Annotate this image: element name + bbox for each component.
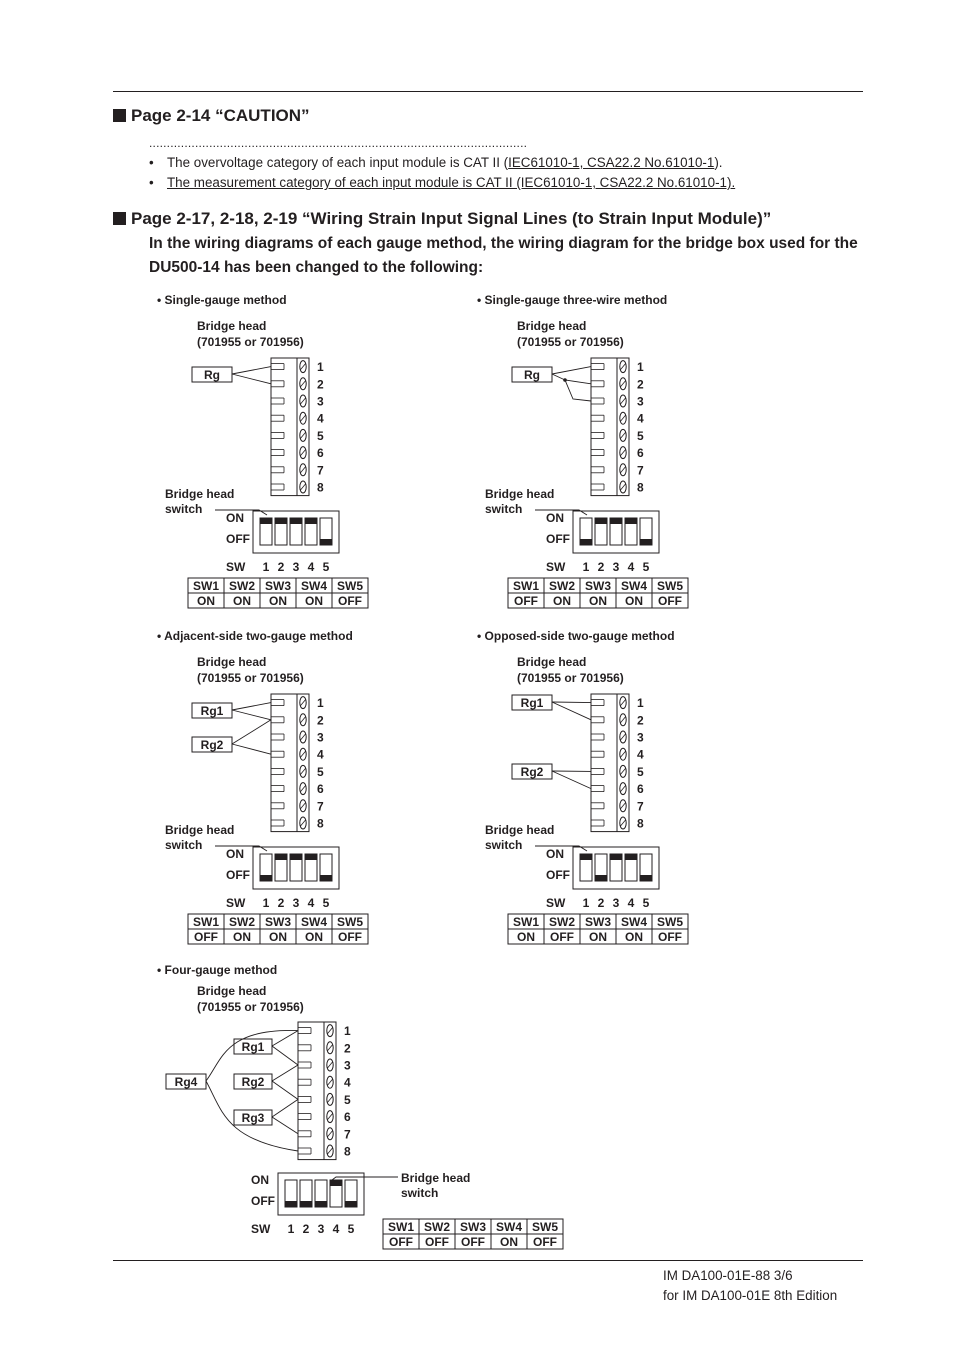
dip-switch-knob bbox=[305, 854, 317, 860]
dip-switch-knob bbox=[300, 1201, 312, 1207]
settings-table-header: SW3 bbox=[459, 1220, 487, 1234]
settings-table-header: SW2 bbox=[548, 915, 576, 929]
switch-on-label: ON bbox=[546, 511, 564, 525]
terminal-screw-slot bbox=[301, 398, 306, 404]
dip-switch-knob bbox=[315, 1201, 327, 1207]
dip-switch-knob bbox=[640, 539, 652, 545]
dip-switch-number: 5 bbox=[642, 896, 650, 910]
switch-sw-label: SW bbox=[546, 560, 566, 574]
settings-table-header: SW1 bbox=[387, 1220, 415, 1234]
gauge-label: Rg2 bbox=[520, 765, 544, 779]
terminal-number: 4 bbox=[317, 747, 324, 762]
dip-switch-number: 4 bbox=[627, 896, 635, 910]
dip-switch-knob bbox=[330, 1180, 342, 1186]
settings-table-header: SW4 bbox=[620, 579, 648, 593]
terminal-block bbox=[591, 694, 629, 832]
bridge-head-label: Bridge head bbox=[517, 655, 587, 669]
lead-wire bbox=[272, 1099, 298, 1117]
terminal-number: 1 bbox=[637, 696, 644, 711]
dip-switch-knob bbox=[260, 875, 272, 881]
dip-switch-body bbox=[573, 511, 659, 553]
lead-wire bbox=[232, 744, 271, 754]
terminal-number: 3 bbox=[317, 394, 324, 409]
dip-switch-number: 2 bbox=[597, 896, 605, 910]
settings-table-value: OFF bbox=[194, 930, 218, 944]
settings-table-value: OFF bbox=[338, 930, 362, 944]
diagram-panel bbox=[157, 293, 368, 608]
terminal-number: 1 bbox=[317, 696, 324, 711]
terminal-number: 1 bbox=[317, 360, 324, 375]
terminal-number: 8 bbox=[637, 480, 644, 495]
diagram-title: • Adjacent-side two-gauge method bbox=[157, 629, 353, 643]
terminal-number: 5 bbox=[637, 764, 644, 779]
terminal-number: 3 bbox=[344, 1058, 351, 1073]
lead-wire bbox=[232, 720, 271, 744]
terminal-screw-slot bbox=[621, 415, 626, 421]
settings-table-header: SW2 bbox=[228, 915, 256, 929]
settings-table-header: SW3 bbox=[264, 579, 292, 593]
terminal-number: 4 bbox=[637, 411, 644, 426]
bridge-model-label: (701955 or 701956) bbox=[197, 1000, 304, 1014]
settings-table-value: OFF bbox=[550, 930, 574, 944]
dip-switch-number: 1 bbox=[262, 896, 270, 910]
settings-table-header: SW5 bbox=[656, 915, 684, 929]
lead-wire bbox=[552, 771, 591, 789]
ellipsis-line: ........................................................................................................... bbox=[149, 136, 528, 150]
terminal-number: 7 bbox=[317, 799, 324, 814]
dip-switch-number: 4 bbox=[307, 560, 315, 574]
lead-wire bbox=[272, 1046, 298, 1065]
dip-switch-number: 5 bbox=[322, 896, 330, 910]
lead-wire bbox=[552, 702, 591, 720]
lead-wire bbox=[272, 1081, 298, 1099]
diagram-title: • Four-gauge method bbox=[157, 963, 278, 977]
settings-table-value: OFF bbox=[514, 594, 538, 608]
switch-on-label: ON bbox=[226, 511, 244, 525]
terminal-number: 4 bbox=[344, 1075, 351, 1090]
switch-label: Bridge head bbox=[485, 823, 555, 837]
bottom-rule bbox=[113, 1260, 863, 1261]
switch-label: Bridge head bbox=[165, 487, 235, 501]
terminal-screw-slot bbox=[301, 786, 306, 792]
dip-switch-number: 2 bbox=[277, 896, 285, 910]
bullet-text: The measurement category of each input module is CAT II (IEC61010-1, CSA22.2 No.61010-1). bbox=[167, 175, 736, 190]
lead-wire bbox=[232, 710, 271, 720]
dip-switch-knob bbox=[595, 875, 607, 881]
terminal-number: 1 bbox=[344, 1024, 351, 1039]
lead-wire bbox=[552, 702, 591, 703]
settings-table-header: SW1 bbox=[512, 915, 540, 929]
switch-sw-label: SW bbox=[251, 1222, 271, 1236]
dip-switch-number: 1 bbox=[582, 560, 590, 574]
terminal-block bbox=[298, 1022, 336, 1160]
terminal-number: 2 bbox=[317, 377, 324, 392]
terminal-number: 8 bbox=[344, 1144, 351, 1159]
switch-sw-label: SW bbox=[226, 896, 246, 910]
settings-table-value: ON bbox=[625, 930, 643, 944]
diagram-panel bbox=[477, 293, 688, 608]
terminal-number: 1 bbox=[637, 360, 644, 375]
dip-switch-knob bbox=[320, 539, 332, 545]
terminal-screw-slot bbox=[301, 717, 306, 723]
terminal-screw-slot bbox=[621, 820, 626, 826]
dip-switch-number: 2 bbox=[277, 560, 285, 574]
switch-off-label: OFF bbox=[226, 532, 250, 546]
dip-switch-knob bbox=[275, 518, 287, 524]
dip-switch-knob bbox=[285, 1201, 297, 1207]
settings-table-header: SW3 bbox=[584, 915, 612, 929]
dip-switch-knob bbox=[305, 518, 317, 524]
dip-switch-knob bbox=[275, 854, 287, 860]
terminal-screw-slot bbox=[621, 432, 626, 438]
settings-table-value: ON bbox=[500, 1235, 518, 1249]
dip-switch-knob bbox=[625, 518, 637, 524]
dip-switch-knob bbox=[345, 1201, 357, 1207]
terminal-number: 6 bbox=[637, 782, 644, 797]
switch-label: switch bbox=[401, 1186, 439, 1200]
terminal-screw-slot bbox=[301, 768, 306, 774]
terminal-screw-slot bbox=[621, 364, 626, 370]
terminal-number: 4 bbox=[637, 747, 644, 762]
switch-sw-label: SW bbox=[546, 896, 566, 910]
terminal-screw-slot bbox=[301, 415, 306, 421]
switch-label: switch bbox=[165, 838, 203, 852]
settings-table-value: OFF bbox=[658, 594, 682, 608]
settings-table-header: SW5 bbox=[336, 915, 364, 929]
settings-table-header: SW2 bbox=[423, 1220, 451, 1234]
diagram-panel bbox=[477, 629, 688, 944]
dip-switch-number: 5 bbox=[322, 560, 330, 574]
terminal-screw-slot bbox=[328, 1062, 333, 1068]
dip-switch-number: 3 bbox=[292, 896, 300, 910]
lead-wire bbox=[272, 1117, 298, 1134]
bullet-text-pre: The overvoltage category of each input module is CAT II ( bbox=[167, 155, 509, 170]
settings-table-value: ON bbox=[269, 594, 287, 608]
terminal-screw-slot bbox=[301, 432, 306, 438]
bridge-head-label: Bridge head bbox=[197, 655, 267, 669]
switch-on-label: ON bbox=[251, 1173, 269, 1187]
bullet-text-post: ). bbox=[714, 155, 723, 170]
terminal-screw-slot bbox=[621, 398, 626, 404]
settings-table-header: SW4 bbox=[300, 579, 328, 593]
settings-table-value: OFF bbox=[425, 1235, 449, 1249]
terminal-number: 2 bbox=[317, 713, 324, 728]
dip-switch-body bbox=[253, 847, 339, 889]
terminal-number: 2 bbox=[637, 377, 644, 392]
lead-wire bbox=[272, 1065, 298, 1081]
terminal-number: 8 bbox=[317, 816, 324, 831]
dip-switch-number: 4 bbox=[627, 560, 635, 574]
lead-wire bbox=[232, 367, 271, 374]
terminal-screw-slot bbox=[621, 700, 626, 706]
settings-table-header: SW2 bbox=[548, 579, 576, 593]
terminal-number: 6 bbox=[317, 782, 324, 797]
dip-switch-number: 1 bbox=[582, 896, 590, 910]
terminal-screw-slot bbox=[301, 700, 306, 706]
diagram-panel bbox=[157, 963, 563, 1249]
terminal-screw-slot bbox=[328, 1148, 333, 1154]
terminal-screw-slot bbox=[301, 734, 306, 740]
terminal-screw-slot bbox=[621, 734, 626, 740]
dip-switch-knob bbox=[610, 854, 622, 860]
terminal-screw-slot bbox=[328, 1045, 333, 1051]
terminal-number: 7 bbox=[344, 1127, 351, 1142]
gauge-label: Rg3 bbox=[241, 1111, 265, 1125]
terminal-number: 7 bbox=[317, 463, 324, 478]
bridge-head-label: Bridge head bbox=[197, 984, 267, 998]
settings-table-value: ON bbox=[233, 930, 251, 944]
settings-table-value: OFF bbox=[389, 1235, 413, 1249]
settings-table-header: SW1 bbox=[192, 579, 220, 593]
dip-switch-number: 4 bbox=[307, 896, 315, 910]
section-title: Page 2-14 “CAUTION” bbox=[131, 106, 310, 125]
dip-switch-number: 5 bbox=[347, 1222, 355, 1236]
gauge-label: Rg bbox=[524, 368, 540, 382]
settings-table-header: SW1 bbox=[512, 579, 540, 593]
settings-table-header: SW2 bbox=[228, 579, 256, 593]
terminal-number: 4 bbox=[317, 411, 324, 426]
terminal-screw-slot bbox=[301, 364, 306, 370]
terminal-number: 6 bbox=[637, 446, 644, 461]
terminal-number: 3 bbox=[317, 730, 324, 745]
intro-paragraph: In the wiring diagrams of each gauge method, the wiring diagram for the bridge box used for the DU500-14 has been changed to the following: bbox=[149, 235, 858, 276]
settings-table-header: SW5 bbox=[336, 579, 364, 593]
terminal-number: 2 bbox=[344, 1041, 351, 1056]
switch-off-label: OFF bbox=[546, 868, 570, 882]
dip-switch-knob bbox=[580, 854, 592, 860]
settings-table-value: ON bbox=[625, 594, 643, 608]
settings-table-value: OFF bbox=[461, 1235, 485, 1249]
settings-table-value: OFF bbox=[338, 594, 362, 608]
terminal-screw-slot bbox=[621, 768, 626, 774]
diagram-title: • Opposed-side two-gauge method bbox=[477, 629, 675, 643]
switch-label: switch bbox=[485, 838, 523, 852]
terminal-screw-slot bbox=[621, 717, 626, 723]
settings-table-value: ON bbox=[517, 930, 535, 944]
footer-edition: for IM DA100-01E 8th Edition bbox=[663, 1288, 838, 1303]
terminal-screw-slot bbox=[301, 803, 306, 809]
terminal-screw-slot bbox=[621, 467, 626, 473]
gauge-label: Rg bbox=[204, 368, 220, 382]
terminal-number: 8 bbox=[637, 816, 644, 831]
dip-switch-number: 4 bbox=[332, 1222, 340, 1236]
gauge-label: Rg2 bbox=[200, 738, 224, 752]
terminal-screw-slot bbox=[301, 484, 306, 490]
gauge-label: Rg1 bbox=[200, 704, 224, 718]
switch-label: switch bbox=[165, 502, 203, 516]
gauge-label: Rg1 bbox=[241, 1040, 265, 1054]
settings-table-value: ON bbox=[305, 594, 323, 608]
terminal-screw-slot bbox=[328, 1114, 333, 1120]
settings-table-value: ON bbox=[589, 594, 607, 608]
terminal-screw-slot bbox=[301, 751, 306, 757]
lead-wire bbox=[272, 1031, 298, 1046]
section-title: Page 2-17, 2-18, 2-19 “Wiring Strain Input Signal Lines (to Strain Input Module)” bbox=[131, 209, 772, 228]
lead-wire bbox=[552, 374, 591, 384]
switch-off-label: OFF bbox=[226, 868, 250, 882]
dip-switch-number: 3 bbox=[317, 1222, 325, 1236]
terminal-number: 5 bbox=[344, 1092, 351, 1107]
switch-on-label: ON bbox=[226, 847, 244, 861]
dip-switch-knob bbox=[290, 854, 302, 860]
settings-table-value: ON bbox=[305, 930, 323, 944]
terminal-screw-slot bbox=[328, 1096, 333, 1102]
terminal-screw-slot bbox=[301, 450, 306, 456]
gauge-label: Rg2 bbox=[241, 1075, 265, 1089]
bridge-model-label: (701955 or 701956) bbox=[517, 671, 624, 685]
dip-switch-body bbox=[278, 1173, 364, 1215]
terminal-screw-slot bbox=[621, 751, 626, 757]
terminal-screw-slot bbox=[328, 1028, 333, 1034]
dip-switch-number: 1 bbox=[287, 1222, 295, 1236]
switch-sw-label: SW bbox=[226, 560, 246, 574]
dip-switch-number: 3 bbox=[612, 560, 620, 574]
dip-switch-number: 3 bbox=[292, 560, 300, 574]
bridge-head-label: Bridge head bbox=[197, 319, 267, 333]
terminal-screw-slot bbox=[621, 484, 626, 490]
terminal-block bbox=[271, 358, 309, 496]
dip-switch-body bbox=[253, 511, 339, 553]
diagram-title: • Single-gauge three-wire method bbox=[477, 293, 668, 307]
terminal-block bbox=[271, 694, 309, 832]
dip-switch-knob bbox=[580, 539, 592, 545]
terminal-screw-slot bbox=[621, 803, 626, 809]
bullet-dot: • bbox=[149, 175, 154, 190]
settings-table-value: ON bbox=[269, 930, 287, 944]
dip-switch-number: 1 bbox=[262, 560, 270, 574]
dip-switch-number: 3 bbox=[612, 896, 620, 910]
bullet-dot: • bbox=[149, 155, 154, 170]
footer-doc-number: IM DA100-01E-88 3/6 bbox=[663, 1268, 793, 1283]
settings-table-value: ON bbox=[553, 594, 571, 608]
dip-switch-knob bbox=[595, 518, 607, 524]
bridge-model-label: (701955 or 701956) bbox=[197, 335, 304, 349]
switch-label: Bridge head bbox=[165, 823, 235, 837]
terminal-number: 8 bbox=[317, 480, 324, 495]
settings-table-header: SW4 bbox=[620, 915, 648, 929]
junction-dot bbox=[563, 378, 567, 382]
bridge-model-label: (701955 or 701956) bbox=[517, 335, 624, 349]
settings-table-header: SW4 bbox=[495, 1220, 523, 1234]
dip-switch-knob bbox=[290, 518, 302, 524]
switch-label: Bridge head bbox=[485, 487, 555, 501]
settings-table-header: SW5 bbox=[531, 1220, 559, 1234]
terminal-screw-slot bbox=[621, 786, 626, 792]
terminal-number: 6 bbox=[317, 446, 324, 461]
switch-off-label: OFF bbox=[546, 532, 570, 546]
terminal-number: 5 bbox=[637, 428, 644, 443]
terminal-number: 7 bbox=[637, 799, 644, 814]
settings-table-value: OFF bbox=[533, 1235, 557, 1249]
terminal-block bbox=[591, 358, 629, 496]
settings-table-header: SW4 bbox=[300, 915, 328, 929]
settings-table-value: OFF bbox=[658, 930, 682, 944]
dip-switch-knob bbox=[260, 518, 272, 524]
dip-switch-knob bbox=[320, 875, 332, 881]
switch-label: switch bbox=[485, 502, 523, 516]
footer bbox=[663, 1266, 837, 1306]
terminal-number: 6 bbox=[344, 1110, 351, 1125]
settings-table-header: SW5 bbox=[656, 579, 684, 593]
dip-switch-body bbox=[573, 847, 659, 889]
dip-switch-number: 2 bbox=[597, 560, 605, 574]
diagram-title: • Single-gauge method bbox=[157, 293, 287, 307]
dip-switch-knob bbox=[610, 518, 622, 524]
terminal-number: 5 bbox=[317, 428, 324, 443]
switch-label: Bridge head bbox=[401, 1171, 471, 1185]
terminal-screw-slot bbox=[301, 820, 306, 826]
settings-table-header: SW3 bbox=[264, 915, 292, 929]
settings-table-value: ON bbox=[197, 594, 215, 608]
terminal-screw-slot bbox=[621, 381, 626, 387]
lead-wire bbox=[232, 703, 271, 710]
lead-wire bbox=[232, 374, 271, 384]
terminal-number: 5 bbox=[317, 764, 324, 779]
gauge-label: Rg1 bbox=[520, 696, 544, 710]
settings-table-header: SW1 bbox=[192, 915, 220, 929]
terminal-number: 7 bbox=[637, 463, 644, 478]
dip-switch-knob bbox=[640, 875, 652, 881]
terminal-number: 2 bbox=[637, 713, 644, 728]
terminal-screw-slot bbox=[328, 1079, 333, 1085]
switch-off-label: OFF bbox=[251, 1194, 275, 1208]
switch-on-label: ON bbox=[546, 847, 564, 861]
dip-switch-knob bbox=[625, 854, 637, 860]
bridge-model-label: (701955 or 701956) bbox=[197, 671, 304, 685]
bridge-head-label: Bridge head bbox=[517, 319, 587, 333]
terminal-number: 3 bbox=[637, 394, 644, 409]
dip-switch-number: 5 bbox=[642, 560, 650, 574]
lead-wire bbox=[552, 367, 591, 374]
diagram-panel bbox=[157, 629, 368, 944]
settings-table-value: ON bbox=[233, 594, 251, 608]
terminal-screw-slot bbox=[621, 450, 626, 456]
terminal-screw-slot bbox=[301, 381, 306, 387]
settings-table-header: SW3 bbox=[584, 579, 612, 593]
terminal-number: 3 bbox=[637, 730, 644, 745]
dip-switch-number: 2 bbox=[302, 1222, 310, 1236]
terminal-screw-slot bbox=[328, 1131, 333, 1137]
gauge-label: Rg4 bbox=[174, 1075, 198, 1089]
settings-table-value: ON bbox=[589, 930, 607, 944]
standards-link[interactable]: IEC61010-1, CSA22.2 No.61010-1 bbox=[508, 155, 715, 170]
terminal-screw-slot bbox=[301, 467, 306, 473]
